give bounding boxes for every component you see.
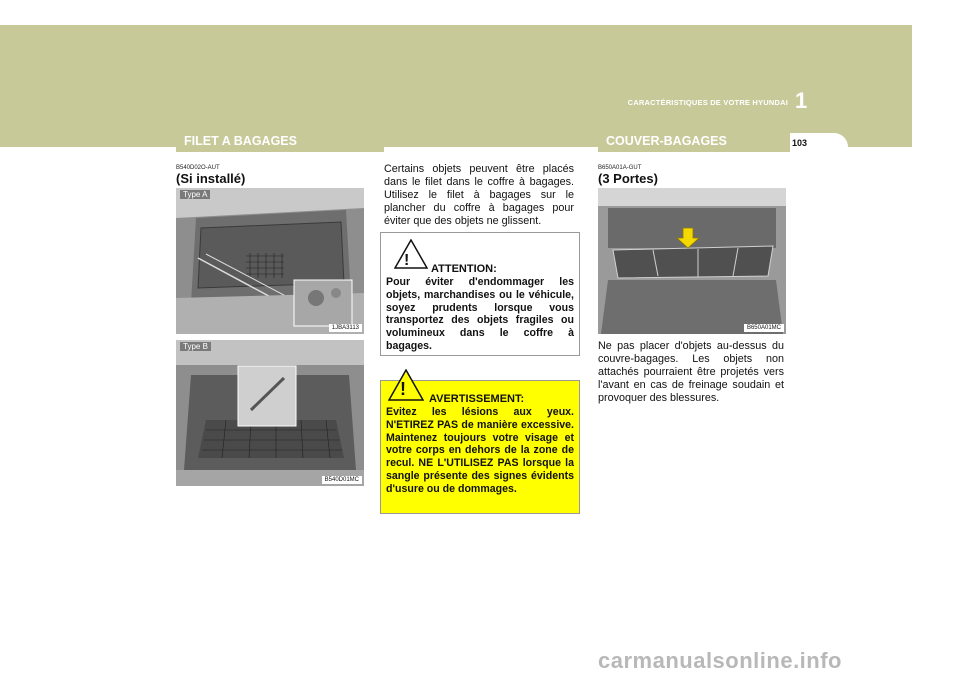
danger-triangle-icon (388, 369, 424, 401)
attention-icon-glyph: ! (404, 252, 410, 269)
attention-box (380, 232, 580, 356)
attention-title: ATTENTION: (431, 263, 497, 275)
paragraph-right: Ne pas placer d'objets au-dessus du couvre-bagages. Les objets non attachés pourraient être projetés vers l'avant en cas de freinage soudain et provoquer des blessures. (598, 340, 784, 404)
photo-a-label: Type A (180, 190, 210, 199)
photo-b-label: Type B (180, 342, 211, 351)
warning-text: Evitez les lésions aux yeux. N'ETIREZ PAS de manière excessive. Maintenez toujours votre visage et votre corps en dehors de la zone de recul. NE L'UTILISEZ PAS lorsque la sangle présente des signes évidents d'usure ou de dommages. (386, 406, 574, 495)
paragraph-middle: Certains objets peuvent être placés dans le filet dans le coffre à bagages. Utilisez le filet à bagages sur le plancher du coffre à bagages pour éviter que des objets ne glissent. (384, 163, 574, 227)
chapter-label: CARACTÉRISTIQUES DE VOTRE HYUNDAI (627, 98, 788, 107)
section-title-couver: COUVER-BAGAGES (598, 130, 796, 152)
chapter-number: 1 (795, 88, 808, 113)
section-title-filet: FILET A BAGAGES (176, 130, 384, 152)
photo-cargo-cover (598, 188, 786, 334)
watermark: carmanualsonline.info (598, 648, 842, 673)
warning-icon-glyph: ! (400, 379, 406, 399)
photo-b-code: B540D01MC (322, 476, 362, 484)
page-number: 103 (792, 138, 808, 148)
attention-text: Pour éviter d'endommager les objets, marchandises ou le véhicule, soyez prudents lorsque vous transportez des objets fragiles ou volumineux dans le coffre à bagages. (386, 276, 574, 352)
photo-type-a (176, 188, 364, 334)
section-code-left: B540D02O-AUT (176, 165, 220, 171)
header-band (0, 25, 912, 147)
subheading-right: (3 Portes) (598, 171, 658, 186)
photo-type-b (176, 340, 364, 486)
subheading-left: (Si installé) (176, 171, 246, 186)
photo-cargo-code: B650A01MC (744, 324, 784, 332)
warning-title: AVERTISSEMENT: (429, 393, 525, 405)
section-code-right: B650A01A-GUT (598, 165, 642, 171)
warning-triangle-icon (394, 239, 428, 269)
photo-a-code: 1JBA3113 (329, 324, 362, 332)
warning-box (380, 380, 580, 514)
